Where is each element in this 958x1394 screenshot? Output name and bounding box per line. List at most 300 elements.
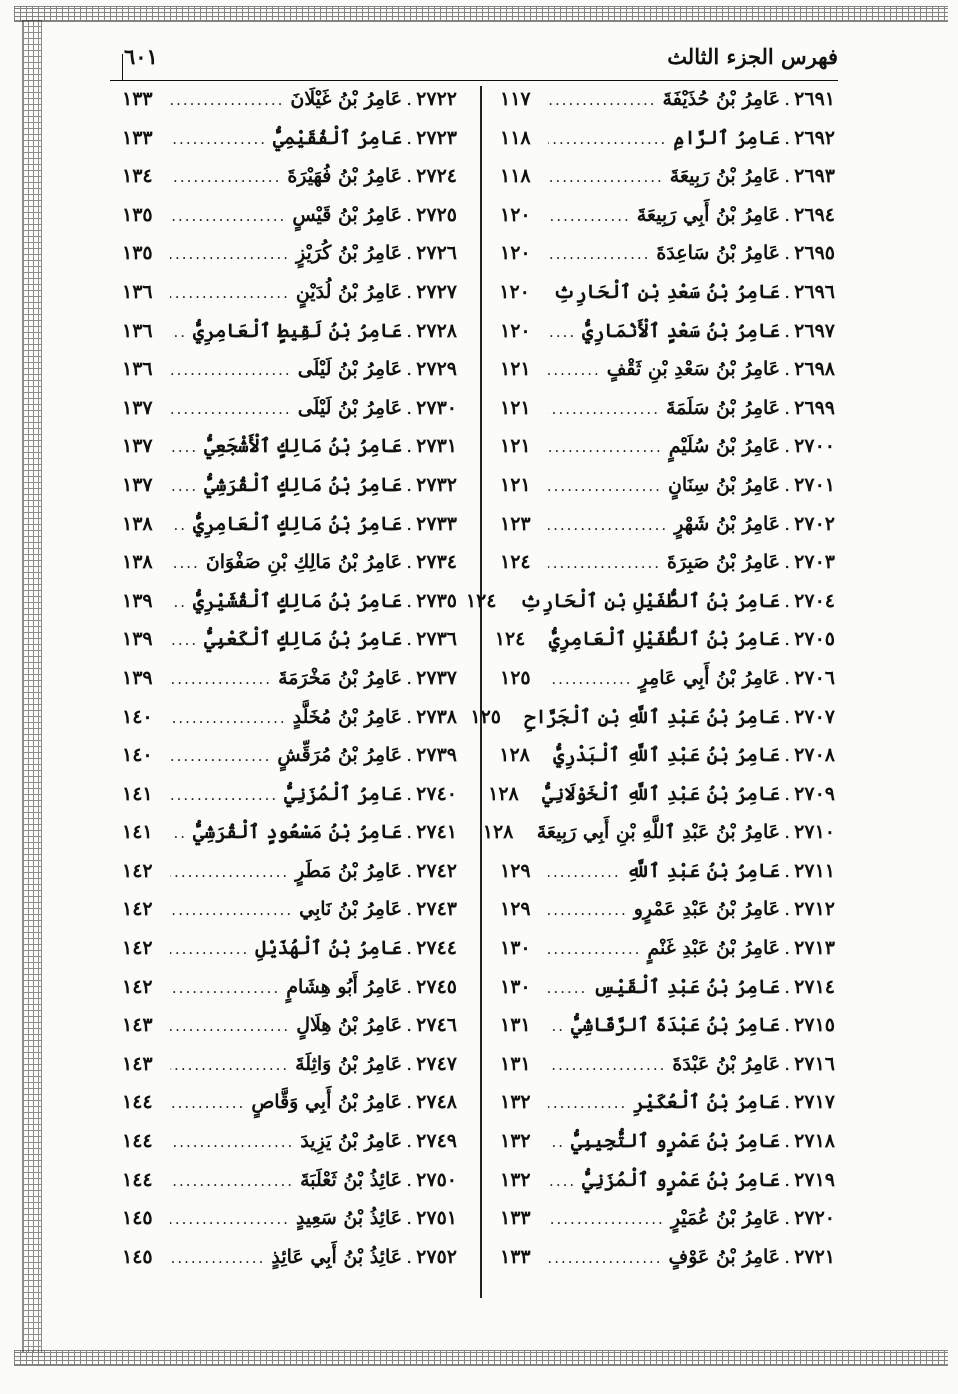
entry-name: عَامِرُ بْنُ عَوْفٍ [668,1245,781,1268]
dot-leader [548,400,660,418]
entry-page-number: ١٢٠ [500,203,531,226]
dot-leader [170,709,287,727]
dot-leader [170,979,280,997]
entry-separator: . [784,396,791,419]
entry-name: عَامِرُ بْنُ عَبْدِ عَمْرٍو [633,898,781,921]
index-entry [500,435,835,474]
dot-leader [170,91,284,109]
entry-separator: . [784,898,791,921]
entry-name: عَامِرُ بْنُ سَلَمَةَ [665,396,781,419]
index-entry [122,1246,457,1285]
entry-number: ٢٧٤٩ [416,1130,457,1153]
entry-number: ٢٧٥٢ [416,1245,457,1268]
entry-name: عَامِرُ أَبُو هِشَامٍ [286,975,403,998]
entry-separator: . [784,859,791,882]
dot-leader [170,400,292,418]
entry-page-number: ١٢٣ [500,512,531,535]
dot-leader [170,786,278,804]
entry-number: ٢٦٩٥ [794,242,835,265]
entry-name: عَامِرُ بْنُ مَالِكٍ ٱلْقُشَيْرِيُّ [193,589,403,612]
index-entry [122,744,457,783]
index-entry [488,782,835,822]
entry-number: ٢٧٠٥ [794,628,835,651]
entry-page-number: ١٢٩ [500,898,531,921]
dot-leader [548,1056,666,1074]
entry-separator: . [406,744,413,767]
entry-number: ٢٧١٣ [794,937,835,960]
entry-number: ٢٧٣١ [416,435,457,458]
dot-leader [548,554,661,572]
index-entry [122,281,457,320]
index-entry [122,513,457,552]
dot-leader [548,323,576,341]
entry-number: ٢٧٠٣ [794,551,835,574]
dot-leader [170,207,286,225]
index-entry [470,705,835,745]
entry-separator: . [406,1168,413,1191]
entry-name: عَامِرُ بْنُ نَابِي [299,898,403,921]
entry-separator: . [406,782,413,805]
entry-name: عَامِرُ بْنُ مَطَرٍ [295,859,403,882]
entry-name: عَامِرُ بْنُ مَالِكٍ ٱلْكَعْبِيُّ [204,628,403,651]
entry-separator: . [406,1130,413,1153]
entry-name: عَامِرُ بْنُ مُرَقِّشٍ [277,744,403,767]
entry-name: عَامِرُ بْنُ مَالِكِ بْنِ صَفْوَانَ [205,551,403,574]
entry-name: عَامِرُ بْنُ ٱلْهُذَيْلِ [255,937,403,960]
dot-leader [170,554,200,572]
dot-leader [170,438,198,456]
entry-number: ٢٧٣٢ [416,473,457,496]
entry-name: عَامِرُ ٱلْمُزَنِيُّ [284,782,403,805]
entry-name: عَامِرُ بْنُ مَسْعُودٍ ٱلْقُرَشِيُّ [193,821,403,844]
entry-separator: . [784,782,791,805]
entry-name: عَامِرُ بْنُ مَالِكٍ ٱلْقُرَشِيُّ [204,473,403,496]
entry-number: ٢٧٠٤ [794,589,835,612]
entry-separator: . [406,473,413,496]
entry-name: عَامِرُ بْنُ لَيْلَى [297,358,403,381]
entry-separator: . [784,975,791,998]
entry-number: ٢٧١٢ [794,898,835,921]
entry-page-number: ١٣٣ [500,1207,531,1230]
entry-name: عَامِرُ بْنُ شَهْرٍ [674,512,781,535]
index-entry [500,551,835,590]
entry-page-number: ١٣٠ [500,975,531,998]
index-entry [122,860,457,899]
page-number: ٦٠١ [124,44,158,69]
index-entry [122,1014,457,1053]
entry-separator: . [406,512,413,535]
index-entry [122,821,457,860]
entry-page-number: ١٣٧ [122,435,153,458]
dot-leader [548,1133,565,1151]
entry-number: ٢٧٢١ [794,1245,835,1268]
entry-separator: . [406,242,413,265]
entry-number: ٢٧٠٢ [794,512,835,535]
entry-separator: . [406,358,413,381]
index-entry [500,242,835,281]
index-entry [500,1091,835,1130]
index-entry [500,513,835,552]
entry-page-number: ١٣٧ [122,473,153,496]
entry-name: عَامِرُ بْنُ عَبْدِ ٱللَّهِ بْنِ أَبِي رَبِيعَةَ [536,821,781,844]
entry-name: عَامِرُ بْنُ لُدَيْنٍ [295,280,403,303]
index-entry [122,204,457,243]
entry-number: ٢٧٠٦ [794,666,835,689]
dot-leader [548,207,631,225]
entry-page-number: ١٤٢ [122,859,153,882]
index-entry [500,937,835,976]
entry-name: عَامِرُ بْنُ ٱلطُّفَيْلِ بْنِ ٱلْحَارِثِ [519,589,781,612]
entry-number: ٢٧٢٣ [416,126,457,149]
entry-page-number: ١٢٤ [465,589,497,612]
entry-number: ٢٧٢٩ [416,358,457,381]
top-ornamental-border [14,6,948,22]
dot-leader [548,361,601,379]
entry-separator: . [784,473,791,496]
entry-name: عَامِرُ بْنُ فُهَيْرَةَ [287,165,403,188]
index-entry [122,1130,457,1169]
entry-number: ٢٧٣٩ [416,744,457,767]
entry-name: عَامِرُ بْنُ أَبِي رَبِيعَةَ [636,203,781,226]
entry-number: ٢٧٤٠ [416,782,457,805]
index-entry [122,1091,457,1130]
entry-separator: . [784,821,791,844]
index-entry [500,474,835,513]
entry-name: عَامِرُ بْنُ يَزِيدَ [300,1130,403,1153]
entry-number: ٢٧١٧ [794,1091,835,1114]
entry-separator: . [784,1245,791,1268]
entry-separator: . [784,1130,791,1153]
entry-separator: . [406,551,413,574]
entry-separator: . [406,126,413,149]
left-ornamental-border [22,20,42,1352]
entry-separator: . [784,1052,791,1075]
entry-page-number: ١٣٦ [122,319,153,342]
entry-page-number: ١٤٢ [122,898,153,921]
index-entry [500,976,835,1015]
dot-leader [170,323,187,341]
entry-number: ٢٧٠٨ [794,744,835,767]
entry-name: عَامِرُ بْنُ عَبْدِ ٱللَّهِ ٱلْخَوْلَانِيُّ [542,782,781,805]
entry-number: ٢٧٤٣ [416,898,457,921]
dot-leader [170,1094,245,1112]
entry-name: عَامِرُ بْنُ عُمَيْرٍ [670,1207,781,1230]
entry-number: ٢٦٩٧ [794,319,835,342]
entry-name: عَامِرُ بْنُ مَالِكٍ ٱلْأَشْجَعِيُّ [204,435,403,458]
dot-leader [170,130,267,148]
entry-separator: . [784,435,791,458]
entry-page-number: ١٢٨ [499,744,530,767]
entry-separator: . [784,666,791,689]
entry-separator: . [784,280,791,303]
entry-name: عَامِرُ بْنُ أَبِي عَامِرٍ [638,666,781,689]
entry-separator: . [406,203,413,226]
entry-page-number: ١٣١ [500,1052,531,1075]
entry-separator: . [784,358,791,381]
dot-leader [170,1172,294,1190]
dot-leader [170,863,289,881]
entry-name: عَامِرُ بْنُ عَبْدِ ٱللَّهِ ٱلْبَدْرِيُّ [553,744,781,767]
entry-number: ٢٧١٤ [794,975,835,998]
entry-number: ٢٧٤١ [416,821,457,844]
entry-page-number: ١٣٨ [122,551,153,574]
dot-leader [548,130,667,148]
entry-separator: . [406,396,413,419]
dot-leader [170,824,187,842]
index-entry [500,898,835,937]
dot-leader [170,940,249,958]
entry-page-number: ١٢٥ [470,705,502,728]
entry-separator: . [406,666,413,689]
index-entry [500,397,835,436]
entry-page-number: ١٤٥ [122,1245,153,1268]
entry-page-number: ١٤٥ [122,1207,153,1230]
index-entry [122,1169,457,1208]
dot-leader [170,631,198,649]
entry-name: عَامِرُ بْنُ مُخَلَّدٍ [292,705,403,728]
entry-name: عَامِرُ بْنُ سَعْدِ بْنِ ٱلْحَارِثِ [553,280,781,303]
dot-leader [170,670,272,688]
entry-page-number: ١٤٠ [122,705,153,728]
entry-name: عَامِرُ بْنُ سُلَيْمٍ [668,435,781,458]
index-entry [500,88,835,127]
index-entry [122,590,457,629]
dot-leader [170,168,281,186]
entry-page-number: ١١٧ [500,88,531,110]
entry-separator: . [406,1052,413,1075]
index-entry [500,1014,835,1053]
entry-number: ٢٧٢٥ [416,203,457,226]
entry-page-number: ١٤٣ [122,1052,153,1075]
entry-separator: . [784,203,791,226]
entry-separator: . [784,937,791,960]
entry-number: ٢٧٣٣ [416,512,457,535]
entry-number: ٢٧٣٤ [416,551,457,574]
index-entry [122,474,457,513]
index-entry [122,320,457,359]
entry-page-number: ١٢١ [500,473,531,496]
page-header [110,40,838,81]
entry-separator: . [406,589,413,612]
entry-name: عَامِرُ بْنُ عَبْدِ غَنْمٍ [647,937,781,960]
dot-leader [548,516,668,534]
index-entry [122,1207,457,1246]
entry-page-number: ١٢٤ [494,628,526,651]
index-entry [500,1053,835,1092]
entry-name: عَامِرُ بْنُ هِلَالٍ [296,1014,403,1037]
entry-separator: . [406,705,413,728]
entry-number: ٢٧١٠ [794,821,835,844]
entry-number: ٢٦٩٣ [794,165,835,188]
entry-name: عَائِذُ بْنُ ثَعْلَبَةَ [300,1168,403,1191]
entry-number: ٢٧٠٧ [794,705,835,728]
index-entry [122,88,457,127]
entry-number: ٢٧١٩ [794,1168,835,1191]
entry-page-number: ١٣٣ [500,1245,531,1268]
index-entry [500,667,835,706]
index-entry [122,706,457,745]
entry-name: عَامِرُ بْنُ حُذَيْفَةَ [662,88,781,110]
entry-separator: . [406,975,413,998]
entry-separator: . [406,435,413,458]
entry-number: ٢٧١١ [794,859,835,882]
dot-leader [170,1056,289,1074]
entry-page-number: ١٤٢ [122,975,153,998]
entry-number: ٢٦٩٦ [794,280,835,303]
index-column-left [122,88,457,1298]
entry-page-number: ١٣٣ [122,88,153,110]
entry-separator: . [784,1207,791,1230]
entry-separator: . [406,319,413,342]
entry-name: عَامِرُ بْنُ أَبِي وَقَّاصٍ [251,1091,403,1114]
entry-page-number: ١٢١ [500,396,531,419]
dot-leader [548,901,628,919]
entry-page-number: ١١٨ [500,165,531,188]
entry-page-number: ١٤٤ [122,1168,153,1191]
entry-number: ٢٧٣٥ [416,589,457,612]
index-entry [465,589,835,629]
index-entry [494,628,835,667]
entry-name: عَائِذُ بْنُ سَعِيدٍ [295,1207,403,1230]
entry-page-number: ١٣٢ [500,1091,531,1114]
entry-name: عَامِرُ بْنُ قَيْسٍ [292,203,403,226]
entry-separator: . [406,280,413,303]
entry-separator: . [784,589,791,612]
entry-page-number: ١٤٤ [122,1130,153,1153]
index-entry [500,1169,835,1208]
entry-page-number: ١٣١ [500,1014,531,1037]
entry-separator: . [784,88,791,110]
entry-separator: . [784,242,791,265]
entry-separator: . [784,1168,791,1191]
dot-leader [170,1133,294,1151]
entry-page-number: ١٣٦ [122,280,153,303]
index-entry [500,1246,835,1285]
entry-number: ٢٦٩٤ [794,203,835,226]
entry-number: ٢٧٣٦ [416,628,457,651]
entry-number: ٢٧٤٤ [416,937,457,960]
dot-leader [548,1017,565,1035]
entry-separator: . [784,551,791,574]
entry-page-number: ١٤٤ [122,1091,153,1114]
entry-name: عَامِرُ بْنُ سَعْدِ بْنِ ثَقْفٍ [606,358,781,381]
entry-name: عَامِرُ بْنُ لَقِيطٍ ٱلْعَامِرِيُّ [193,319,403,342]
entry-page-number: ١٢٨ [482,821,514,844]
entry-page-number: ١٢١ [500,435,531,458]
index-entry [500,744,835,783]
entry-separator: . [406,1207,413,1230]
entry-page-number: ١٤٠ [122,744,153,767]
entry-page-number: ١٢٠ [499,280,530,303]
entry-separator: . [406,898,413,921]
entry-page-number: ١٣٩ [122,666,153,689]
entry-separator: . [784,1014,791,1037]
dot-leader [548,979,587,997]
entry-number: ٢٧٤٥ [416,975,457,998]
index-entry [500,1130,835,1169]
entry-name: عَامِرُ بْنُ مَالِكٍ ٱلْعَامِرِيُّ [193,512,403,535]
entry-number: ٢٧١٥ [794,1014,835,1037]
entry-number: ٢٧٠١ [794,473,835,496]
entry-name: عَامِرُ بْنُ صَبِرَةَ [667,551,781,574]
entry-separator: . [784,319,791,342]
entry-name: عَامِرُ بْنُ عَبْدَةَ ٱلرَّقَاشِيُّ [571,1014,781,1037]
entry-name: عَامِرُ بْنُ عَبْدَةَ [672,1052,781,1075]
entry-separator: . [784,512,791,535]
entry-number: ٢٧٠٠ [794,435,835,458]
entry-page-number: ١٣٨ [122,512,153,535]
dot-leader [548,477,662,495]
entry-number: ٢٧٤٢ [416,859,457,882]
entry-page-number: ١٣٣ [122,126,153,149]
entry-name: عَامِرُ بْنُ عَبْدِ ٱللَّهِ [626,859,781,882]
index-entry [500,320,835,359]
entry-name: عَامِرُ بْنُ سَاعِدَةَ [656,242,781,265]
entry-separator: . [406,165,413,188]
entry-separator: . [406,821,413,844]
index-entry [122,127,457,166]
entry-name: عَامِرُ ٱلرَّامِ [673,126,781,149]
dot-leader [548,863,621,881]
entry-name: عَامِرُ بْنُ رَبِيعَةَ [669,165,781,188]
entry-number: ٢٧٢٤ [416,165,457,188]
entry-name: عَامِرُ بْنُ سَعْدٍ ٱلْأَنْمَارِيُّ [582,319,781,342]
dot-leader [548,245,650,263]
index-entry [122,783,457,822]
entry-number: ٢٧٢٨ [416,319,457,342]
entry-separator: . [406,859,413,882]
entry-page-number: ١١٨ [500,126,531,149]
header-tick-mark [122,54,123,80]
dot-leader [170,1249,265,1267]
entry-separator: . [406,1014,413,1037]
dot-leader [548,438,663,456]
entry-name: عَامِرُ بْنُ عَبْدِ ٱللَّهِ بْنِ ٱلْجَرَّاحِ [524,705,781,728]
dot-leader [548,1094,627,1112]
entry-separator: . [784,165,791,188]
entry-page-number: ١٣٢ [500,1130,531,1153]
index-entry [122,397,457,436]
entry-separator: . [784,628,791,651]
dot-leader [170,747,271,765]
index-entry [122,976,457,1015]
entry-page-number: ١٢٥ [500,666,531,689]
entry-number: ٢٧٢٦ [416,242,457,265]
entry-name: عَامِرُ بْنُ ٱلطُّفَيْلِ ٱلْعَامِرِيُّ [548,628,781,651]
entry-name: عَامِرُ بْنُ وَاثِلَةَ [295,1052,403,1075]
entry-number: ٢٧٤٦ [416,1014,457,1037]
entry-number: ٢٧٢٢ [416,88,457,110]
entry-page-number: ١٤٣ [122,1014,153,1037]
entry-page-number: ١٢٤ [500,551,531,574]
dot-leader [170,516,187,534]
entry-separator: . [406,1091,413,1114]
entry-page-number: ١٣٦ [122,358,153,381]
entry-separator: . [784,705,791,728]
entry-page-number: ١٣٥ [122,242,153,265]
entry-separator: . [406,88,413,110]
entry-number: ٢٧٢٧ [416,280,457,303]
entry-page-number: ١٤٢ [122,937,153,960]
index-entry [500,860,835,899]
entry-name: عَامِرُ بْنُ عَمْرٍو ٱلْمُزَنِيُّ [582,1168,781,1191]
entry-page-number: ١٢٠ [500,319,531,342]
entry-name: عَامِرُ بْنُ غَيْلَانَ [290,88,403,110]
entry-name: عَامِرُ بْنُ كُرَيْزٍ [296,242,403,265]
entry-number: ٢٧٢٠ [794,1207,835,1230]
entry-name: عَائِذُ بْنُ أَبِي عَائِذٍ [271,1245,403,1268]
index-entry [122,242,457,281]
